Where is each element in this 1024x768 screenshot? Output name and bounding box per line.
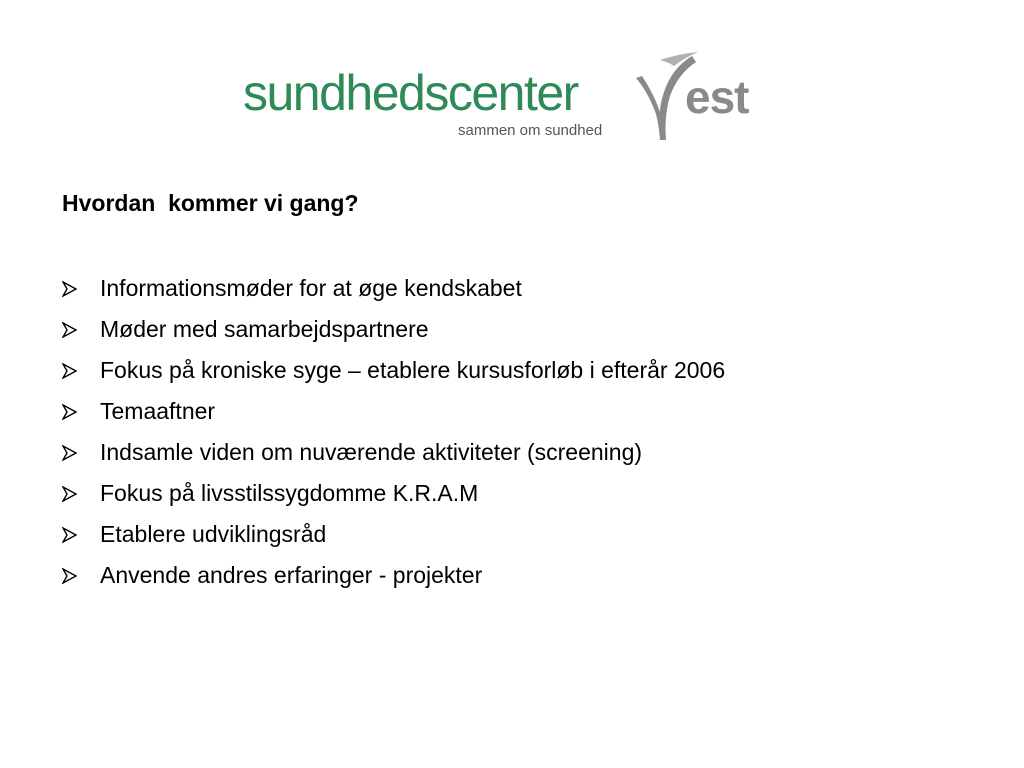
bullet-text: Fokus på kroniske syge – etablere kursusforløb i efterår 2006 [100, 357, 726, 383]
arrow-bullet-icon [62, 277, 100, 301]
logo-wordmark: sundhedscenter [243, 65, 578, 121]
bullet-text: Fokus på livsstilssygdomme K.R.A.M [100, 480, 479, 506]
bullet-text: Temaaftner [100, 398, 216, 424]
arrow-bullet-icon [62, 400, 100, 424]
sundhedscenter-vest-logo [240, 50, 760, 146]
bullet-text: Indsamle viden om nuværende aktiviteter (screening) [100, 439, 643, 465]
arrow-bullet-icon [62, 318, 100, 342]
bullet-list [62, 268, 725, 596]
bullet-item [62, 514, 725, 555]
bullet-item [62, 268, 725, 309]
slide-heading: Hvordan kommer vi gang? [62, 190, 359, 216]
arrow-bullet-icon [62, 523, 100, 547]
bullet-text: Informationsmøder for at øge kendskabet [100, 275, 522, 301]
arrow-bullet-icon [62, 359, 100, 383]
arrow-bullet-icon [62, 482, 100, 506]
bullet-text: Etablere udviklingsråd [100, 521, 327, 547]
bullet-text: Møder med samarbejdspartnere [100, 316, 429, 342]
bullet-item [62, 473, 725, 514]
logo-suffix: est [685, 71, 749, 123]
logo-tagline: sammen om sundhed [458, 122, 603, 139]
bullet-item [62, 350, 725, 391]
bullet-text: Anvende andres erfaringer - projekter [100, 562, 483, 588]
bullet-item [62, 432, 725, 473]
bullet-item [62, 555, 725, 596]
bullet-item [62, 309, 725, 350]
arrow-bullet-icon [62, 564, 100, 588]
bullet-item [62, 391, 725, 432]
arrow-bullet-icon [62, 441, 100, 465]
